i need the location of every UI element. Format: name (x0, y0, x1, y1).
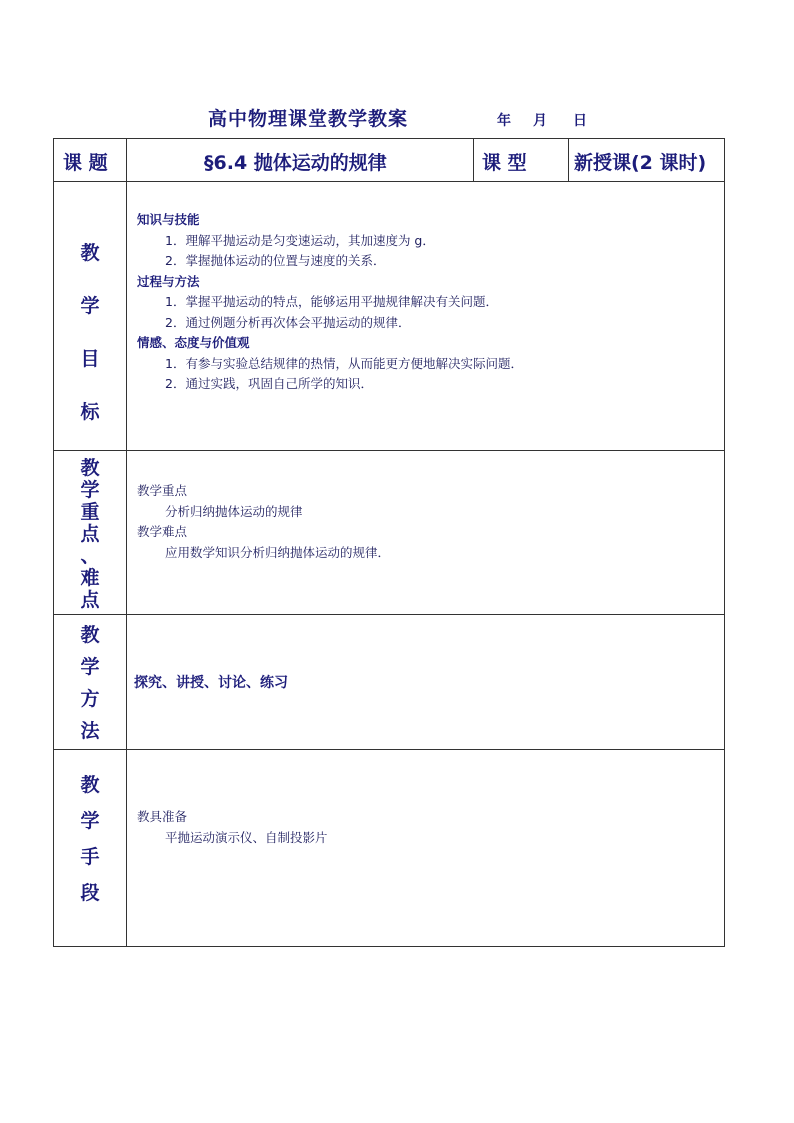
label-char: 教 (80, 242, 100, 264)
label-char: 学 (80, 295, 100, 317)
topic-label: 课 题 (63, 152, 108, 174)
header (0, 104, 794, 134)
label-char: 教 (80, 457, 100, 479)
row-divider (54, 614, 724, 615)
column-divider (126, 139, 127, 947)
means-label (54, 767, 126, 911)
list-item: 1．掌握平抛运动的特点，能够运用平抛规律解决有关问题． (165, 294, 498, 309)
lesson-plan-table (53, 138, 725, 947)
label-char: 点 (80, 523, 100, 545)
list-item: 2．掌握抛体运动的位置与速度的关系． (165, 253, 386, 268)
topic-value: §6.4 抛体运动的规律 (204, 152, 387, 174)
list-item: 2．通过例题分析再次体会平抛运动的规律． (165, 314, 411, 330)
methods-text: 探究、讲授、讨论、练习 (134, 675, 288, 691)
label-char: 法 (80, 720, 100, 742)
key-points-content (137, 481, 390, 563)
row-divider (54, 450, 724, 451)
difficult-heading: 教学难点 (137, 524, 188, 539)
section-heading: 知识与技能 (137, 212, 200, 227)
label-char: 难 (80, 567, 100, 589)
label-char: 学 (80, 810, 100, 832)
label-char: 段 (80, 882, 100, 904)
list-item: 2．通过实践，巩固自己所学的知识． (165, 376, 373, 391)
list-item: 1．有参与实验总结规律的热情，从而能更方便地解决实际问题． (165, 355, 523, 371)
difficult-text: 应用数学知识分析归纳抛体运动的规律． (165, 544, 391, 560)
key-text: 分析归纳抛体运动的规律 (165, 503, 303, 519)
date-month-label: 月 (533, 113, 547, 129)
label-char: 方 (80, 688, 100, 710)
date-year-label: 年 (497, 113, 511, 129)
label-char: 标 (80, 401, 100, 423)
label-char: 学 (80, 479, 100, 501)
type-label: 课 型 (482, 152, 527, 174)
label-char: 点 (80, 589, 100, 611)
label-char: 重 (80, 501, 100, 523)
row-divider (54, 181, 724, 182)
label-char: 手 (80, 846, 100, 868)
label-char: 、 (80, 545, 100, 567)
methods-label (54, 619, 126, 747)
goals-content (137, 210, 523, 395)
section-heading: 情感、态度与价值观 (137, 335, 250, 350)
row-divider (54, 749, 724, 750)
goals-label (54, 227, 126, 439)
means-content (137, 807, 328, 848)
column-divider (473, 139, 474, 181)
means-text: 平抛运动演示仪、自制投影片 (165, 829, 328, 845)
key-points-label (54, 457, 126, 611)
page-title: 高中物理课堂教学教案 (208, 108, 409, 130)
label-char: 教 (80, 624, 100, 646)
label-char: 目 (80, 348, 100, 370)
date-day-label: 日 (573, 113, 587, 129)
label-char: 教 (80, 774, 100, 796)
column-divider (568, 139, 569, 181)
label-char: 学 (80, 656, 100, 678)
type-value: 新授课(2 课时) (574, 152, 707, 174)
list-item: 1．理解平抛运动是匀变速运动，其加速度为 g． (165, 232, 435, 248)
means-heading: 教具准备 (137, 809, 188, 824)
section-heading: 过程与方法 (137, 273, 200, 289)
key-heading: 教学重点 (137, 483, 188, 498)
